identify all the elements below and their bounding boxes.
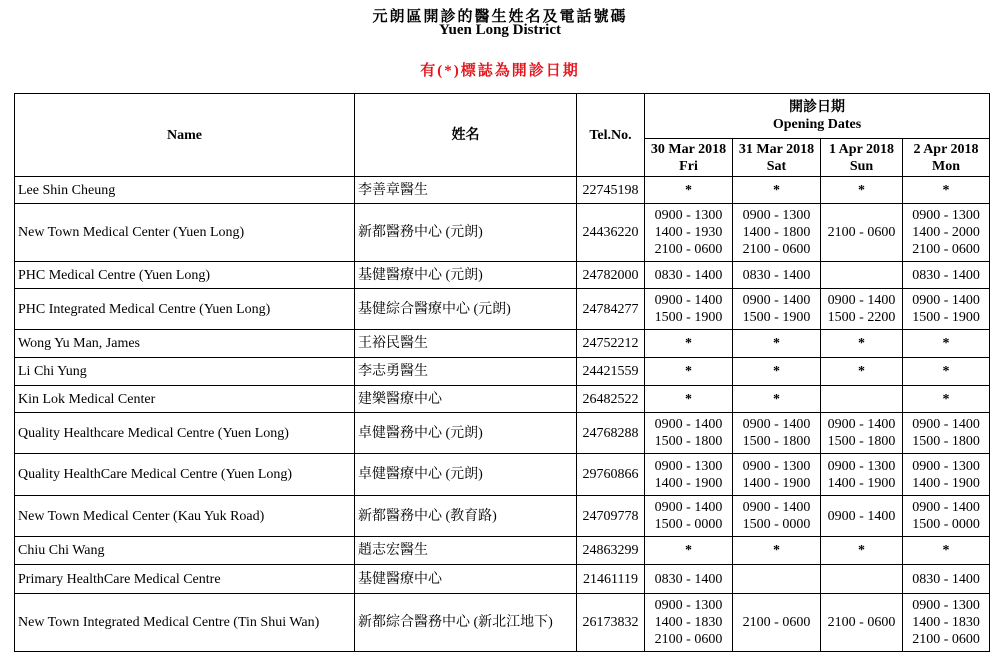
- open-marker: *: [858, 543, 865, 558]
- doctor-name-chinese: 新都醫務中心 (教育路): [355, 496, 577, 537]
- opening-hours-day-1: [733, 413, 821, 454]
- doctor-name: Primary HealthCare Medical Centre: [15, 565, 355, 594]
- doctor-name-chinese: 新都醫務中心 (元朗): [355, 204, 577, 262]
- opening-hours-day-0: [645, 330, 733, 358]
- table-row: [15, 330, 990, 358]
- hours-range: 0830 - 1400: [654, 571, 723, 587]
- opening-hours-day-2: [821, 565, 903, 594]
- opening-hours-day-1: [733, 289, 821, 330]
- date-header-3: 2 Apr 2018 Mon: [903, 139, 990, 177]
- tel-number: 26173832: [577, 594, 645, 652]
- tel-number: 24782000: [577, 262, 645, 289]
- table-row: [15, 262, 990, 289]
- open-marker: *: [773, 364, 780, 379]
- hours-range: 1500 - 1900: [742, 310, 811, 325]
- open-marker: *: [858, 364, 865, 379]
- opening-dates-zh: 開診日期: [789, 100, 846, 115]
- hours-range: 1500 - 2200: [827, 310, 896, 325]
- hours-range: 2100 - 0600: [654, 632, 723, 647]
- opening-dates-en: Opening Dates: [772, 117, 862, 132]
- open-marker: *: [942, 182, 950, 198]
- opening-hours-day-1: [733, 204, 821, 262]
- hours-range: 1500 - 1900: [654, 310, 723, 325]
- open-marker: *: [773, 391, 780, 407]
- opening-hours-day-2: [821, 594, 903, 652]
- hours-range: 0900 - 1400: [654, 500, 723, 515]
- hours-range: 0830 - 1400: [912, 267, 980, 283]
- page-title-english: Yuen Long District: [439, 22, 561, 38]
- hours-range: 1400 - 1900: [912, 475, 980, 491]
- table-row: [15, 537, 990, 565]
- hours-range: 0900 - 1300: [654, 598, 723, 613]
- schedule-rows: [15, 177, 990, 652]
- open-marker: *: [942, 336, 950, 351]
- opening-hours-day-1: [733, 358, 821, 386]
- page-title-chinese: 元朗區開診的醫生姓名及電話號碼: [372, 9, 628, 25]
- doctor-name-chinese: 基健綜合醫療中心 (元朗): [355, 289, 577, 330]
- table-row: [15, 496, 990, 537]
- tel-number: 24436220: [577, 204, 645, 262]
- hours-range: 1500 - 1800: [742, 434, 811, 449]
- hours-range: 1500 - 0000: [912, 517, 980, 532]
- doctor-name: Quality HealthCare Medical Centre (Yuen Long): [15, 454, 355, 496]
- hours-range: 1500 - 1800: [654, 434, 723, 449]
- hours-range: 0900 - 1300: [912, 458, 980, 474]
- doctor-name-chinese: 李志勇醫生: [355, 358, 577, 386]
- hours-range: 2100 - 0600: [742, 242, 811, 257]
- hours-range: 0830 - 1400: [912, 571, 980, 587]
- opening-hours-day-3: [903, 177, 990, 204]
- table-row: [15, 454, 990, 496]
- opening-hours-day-0: [645, 413, 733, 454]
- doctor-name-chinese: 基健醫療中心: [355, 565, 577, 594]
- hours-range: 1400 - 1830: [912, 615, 980, 630]
- opening-hours-day-0: [645, 565, 733, 594]
- hours-range: 0900 - 1300: [654, 458, 723, 474]
- hours-range: 0830 - 1400: [742, 267, 811, 283]
- opening-hours-day-3: [903, 358, 990, 386]
- open-marker: *: [685, 391, 692, 407]
- opening-hours-day-1: [733, 496, 821, 537]
- open-marker: *: [685, 543, 692, 558]
- open-marker: *: [773, 336, 780, 351]
- hours-range: 1500 - 1800: [912, 434, 980, 449]
- opening-hours-day-3: [903, 537, 990, 565]
- open-marker: *: [858, 336, 865, 351]
- doctor-name: PHC Integrated Medical Centre (Yuen Long): [15, 289, 355, 330]
- date-header-0: 30 Mar 2018 Fri: [645, 139, 733, 177]
- opening-hours-day-2: [821, 289, 903, 330]
- tel-number: 24784277: [577, 289, 645, 330]
- doctor-name: New Town Integrated Medical Centre (Tin Shui Wan): [15, 594, 355, 652]
- hours-range: 0900 - 1400: [912, 417, 980, 432]
- table-row: [15, 386, 990, 413]
- hours-range: 1500 - 1800: [827, 434, 896, 449]
- hours-range: 0900 - 1300: [912, 598, 980, 613]
- opening-hours-day-3: [903, 454, 990, 496]
- tel-number: 29760866: [577, 454, 645, 496]
- tel-number: 24709778: [577, 496, 645, 537]
- opening-hours-day-3: [903, 204, 990, 262]
- opening-hours-day-1: [733, 330, 821, 358]
- doctor-name: Lee Shin Cheung: [15, 177, 355, 204]
- tel-number: 24768288: [577, 413, 645, 454]
- doctor-name-chinese: 基健醫療中心 (元朗): [355, 262, 577, 289]
- table-row: [15, 413, 990, 454]
- open-marker: *: [685, 182, 692, 198]
- date-header-1: 31 Mar 2018 Sat: [733, 139, 821, 177]
- doctor-name-chinese: 新都綜合醫務中心 (新北江地下): [355, 594, 577, 652]
- hours-range: 0830 - 1400: [654, 267, 723, 283]
- open-marker: *: [685, 364, 692, 379]
- opening-hours-day-1: [733, 454, 821, 496]
- hours-range: 1500 - 0000: [742, 517, 811, 532]
- hours-range: 1400 - 1800: [742, 225, 811, 240]
- doctor-name: Wong Yu Man, James: [15, 330, 355, 358]
- hours-range: 0900 - 1400: [827, 417, 896, 432]
- opening-hours-day-2: [821, 454, 903, 496]
- doctor-name: Quality Healthcare Medical Centre (Yuen Long): [15, 413, 355, 454]
- open-marker: *: [942, 543, 950, 558]
- opening-hours-day-0: [645, 496, 733, 537]
- table-row: [15, 289, 990, 330]
- opening-hours-day-2: [821, 358, 903, 386]
- hours-range: 0900 - 1300: [742, 208, 811, 223]
- hours-range: 0900 - 1400: [654, 417, 723, 432]
- opening-hours-day-0: [645, 537, 733, 565]
- opening-hours-day-1: [733, 594, 821, 652]
- doctor-name: Kin Lok Medical Center: [15, 386, 355, 413]
- date-header-2: 1 Apr 2018 Sun: [821, 139, 903, 177]
- opening-hours-day-3: [903, 496, 990, 537]
- opening-hours-day-0: [645, 386, 733, 413]
- hours-range: 1500 - 0000: [654, 517, 723, 532]
- opening-hours-day-0: [645, 358, 733, 386]
- open-marker: *: [773, 182, 780, 198]
- chinese-name-column-header: 姓名: [355, 94, 577, 177]
- hours-range: 0900 - 1400: [742, 417, 811, 432]
- open-marker: *: [942, 391, 950, 407]
- name-column-header: Name: [15, 94, 355, 177]
- doctor-name: New Town Medical Center (Yuen Long): [15, 204, 355, 262]
- open-marker: *: [942, 364, 950, 379]
- hours-range: 0900 - 1300: [742, 458, 811, 474]
- hours-range: 1400 - 1930: [654, 225, 723, 240]
- hours-range: 1400 - 1830: [654, 615, 723, 630]
- opening-hours-day-1: [733, 386, 821, 413]
- hours-range: 2100 - 0600: [912, 242, 980, 257]
- table-row: [15, 204, 990, 262]
- opening-hours-day-3: [903, 594, 990, 652]
- opening-hours-day-2: [821, 177, 903, 204]
- open-marker: *: [773, 543, 780, 558]
- hours-range: 0900 - 1300: [912, 208, 980, 223]
- hours-range: 0900 - 1400: [912, 500, 980, 515]
- hours-range: 1400 - 1900: [742, 475, 811, 491]
- hours-range: 1400 - 2000: [912, 225, 980, 240]
- opening-hours-day-1: [733, 177, 821, 204]
- hours-range: 2100 - 0600: [827, 615, 896, 630]
- doctor-name: PHC Medical Centre (Yuen Long): [15, 262, 355, 289]
- doctor-name-chinese: 卓健醫療中心 (元朗): [355, 454, 577, 496]
- opening-hours-day-0: [645, 177, 733, 204]
- doctor-name-chinese: 卓健醫務中心 (元朗): [355, 413, 577, 454]
- table-row: [15, 177, 990, 204]
- opening-hours-day-3: [903, 289, 990, 330]
- opening-dates-header: [645, 94, 990, 139]
- opening-hours-day-2: [821, 262, 903, 289]
- hours-range: 0900 - 1400: [654, 293, 723, 308]
- hours-range: 2100 - 0600: [654, 242, 723, 257]
- hours-range: 0900 - 1400: [742, 500, 811, 515]
- opening-hours-day-3: [903, 413, 990, 454]
- opening-hours-day-1: [733, 537, 821, 565]
- opening-hours-day-3: [903, 386, 990, 413]
- hours-range: 1400 - 1900: [654, 475, 723, 491]
- opening-hours-day-2: [821, 204, 903, 262]
- doctor-name: New Town Medical Center (Kau Yuk Road): [15, 496, 355, 537]
- opening-hours-day-2: [821, 496, 903, 537]
- hours-range: 0900 - 1400: [827, 293, 896, 308]
- tel-column-header: Tel.No.: [577, 94, 645, 177]
- opening-hours-day-1: [733, 262, 821, 289]
- hours-range: 2100 - 0600: [912, 632, 980, 647]
- opening-hours-day-3: [903, 262, 990, 289]
- table-row: [15, 594, 990, 652]
- hours-range: 0900 - 1300: [654, 208, 723, 223]
- opening-hours-day-0: [645, 204, 733, 262]
- opening-hours-day-0: [645, 594, 733, 652]
- opening-note: 有(*)標誌為開診日期: [420, 63, 580, 79]
- hours-range: 1400 - 1900: [827, 475, 896, 491]
- doctor-name: Li Chi Yung: [15, 358, 355, 386]
- open-marker: *: [685, 336, 692, 351]
- opening-hours-day-1: [733, 565, 821, 594]
- doctor-name-chinese: 王裕民醫生: [355, 330, 577, 358]
- hours-range: 0900 - 1300: [827, 458, 896, 474]
- opening-hours-day-0: [645, 289, 733, 330]
- tel-number: 26482522: [577, 386, 645, 413]
- tel-number: 24863299: [577, 537, 645, 565]
- opening-hours-day-2: [821, 330, 903, 358]
- hours-range: 0900 - 1400: [827, 508, 896, 524]
- hours-range: 0900 - 1400: [912, 293, 980, 308]
- opening-hours-day-3: [903, 330, 990, 358]
- opening-hours-day-3: [903, 565, 990, 594]
- tel-number: 24752212: [577, 330, 645, 358]
- hours-range: 0900 - 1400: [742, 293, 811, 308]
- tel-number: 21461119: [577, 565, 645, 594]
- opening-hours-day-0: [645, 454, 733, 496]
- table-row: [15, 358, 990, 386]
- opening-hours-day-2: [821, 537, 903, 565]
- tel-number: 24421559: [577, 358, 645, 386]
- hours-range: 1500 - 1900: [912, 310, 980, 325]
- opening-hours-day-2: [821, 386, 903, 413]
- table-row: [15, 565, 990, 594]
- tel-number: 22745198: [577, 177, 645, 204]
- doctor-name-chinese: 李善章醫生: [355, 177, 577, 204]
- doctor-name-chinese: 建樂醫療中心: [355, 386, 577, 413]
- opening-hours-day-0: [645, 262, 733, 289]
- hours-range: 2100 - 0600: [742, 615, 811, 630]
- doctor-schedule-table: [14, 93, 990, 652]
- opening-hours-day-2: [821, 413, 903, 454]
- doctor-name-chinese: 趙志宏醫生: [355, 537, 577, 565]
- hours-range: 2100 - 0600: [827, 225, 896, 240]
- doctor-name: Chiu Chi Wang: [15, 537, 355, 565]
- open-marker: *: [858, 182, 865, 198]
